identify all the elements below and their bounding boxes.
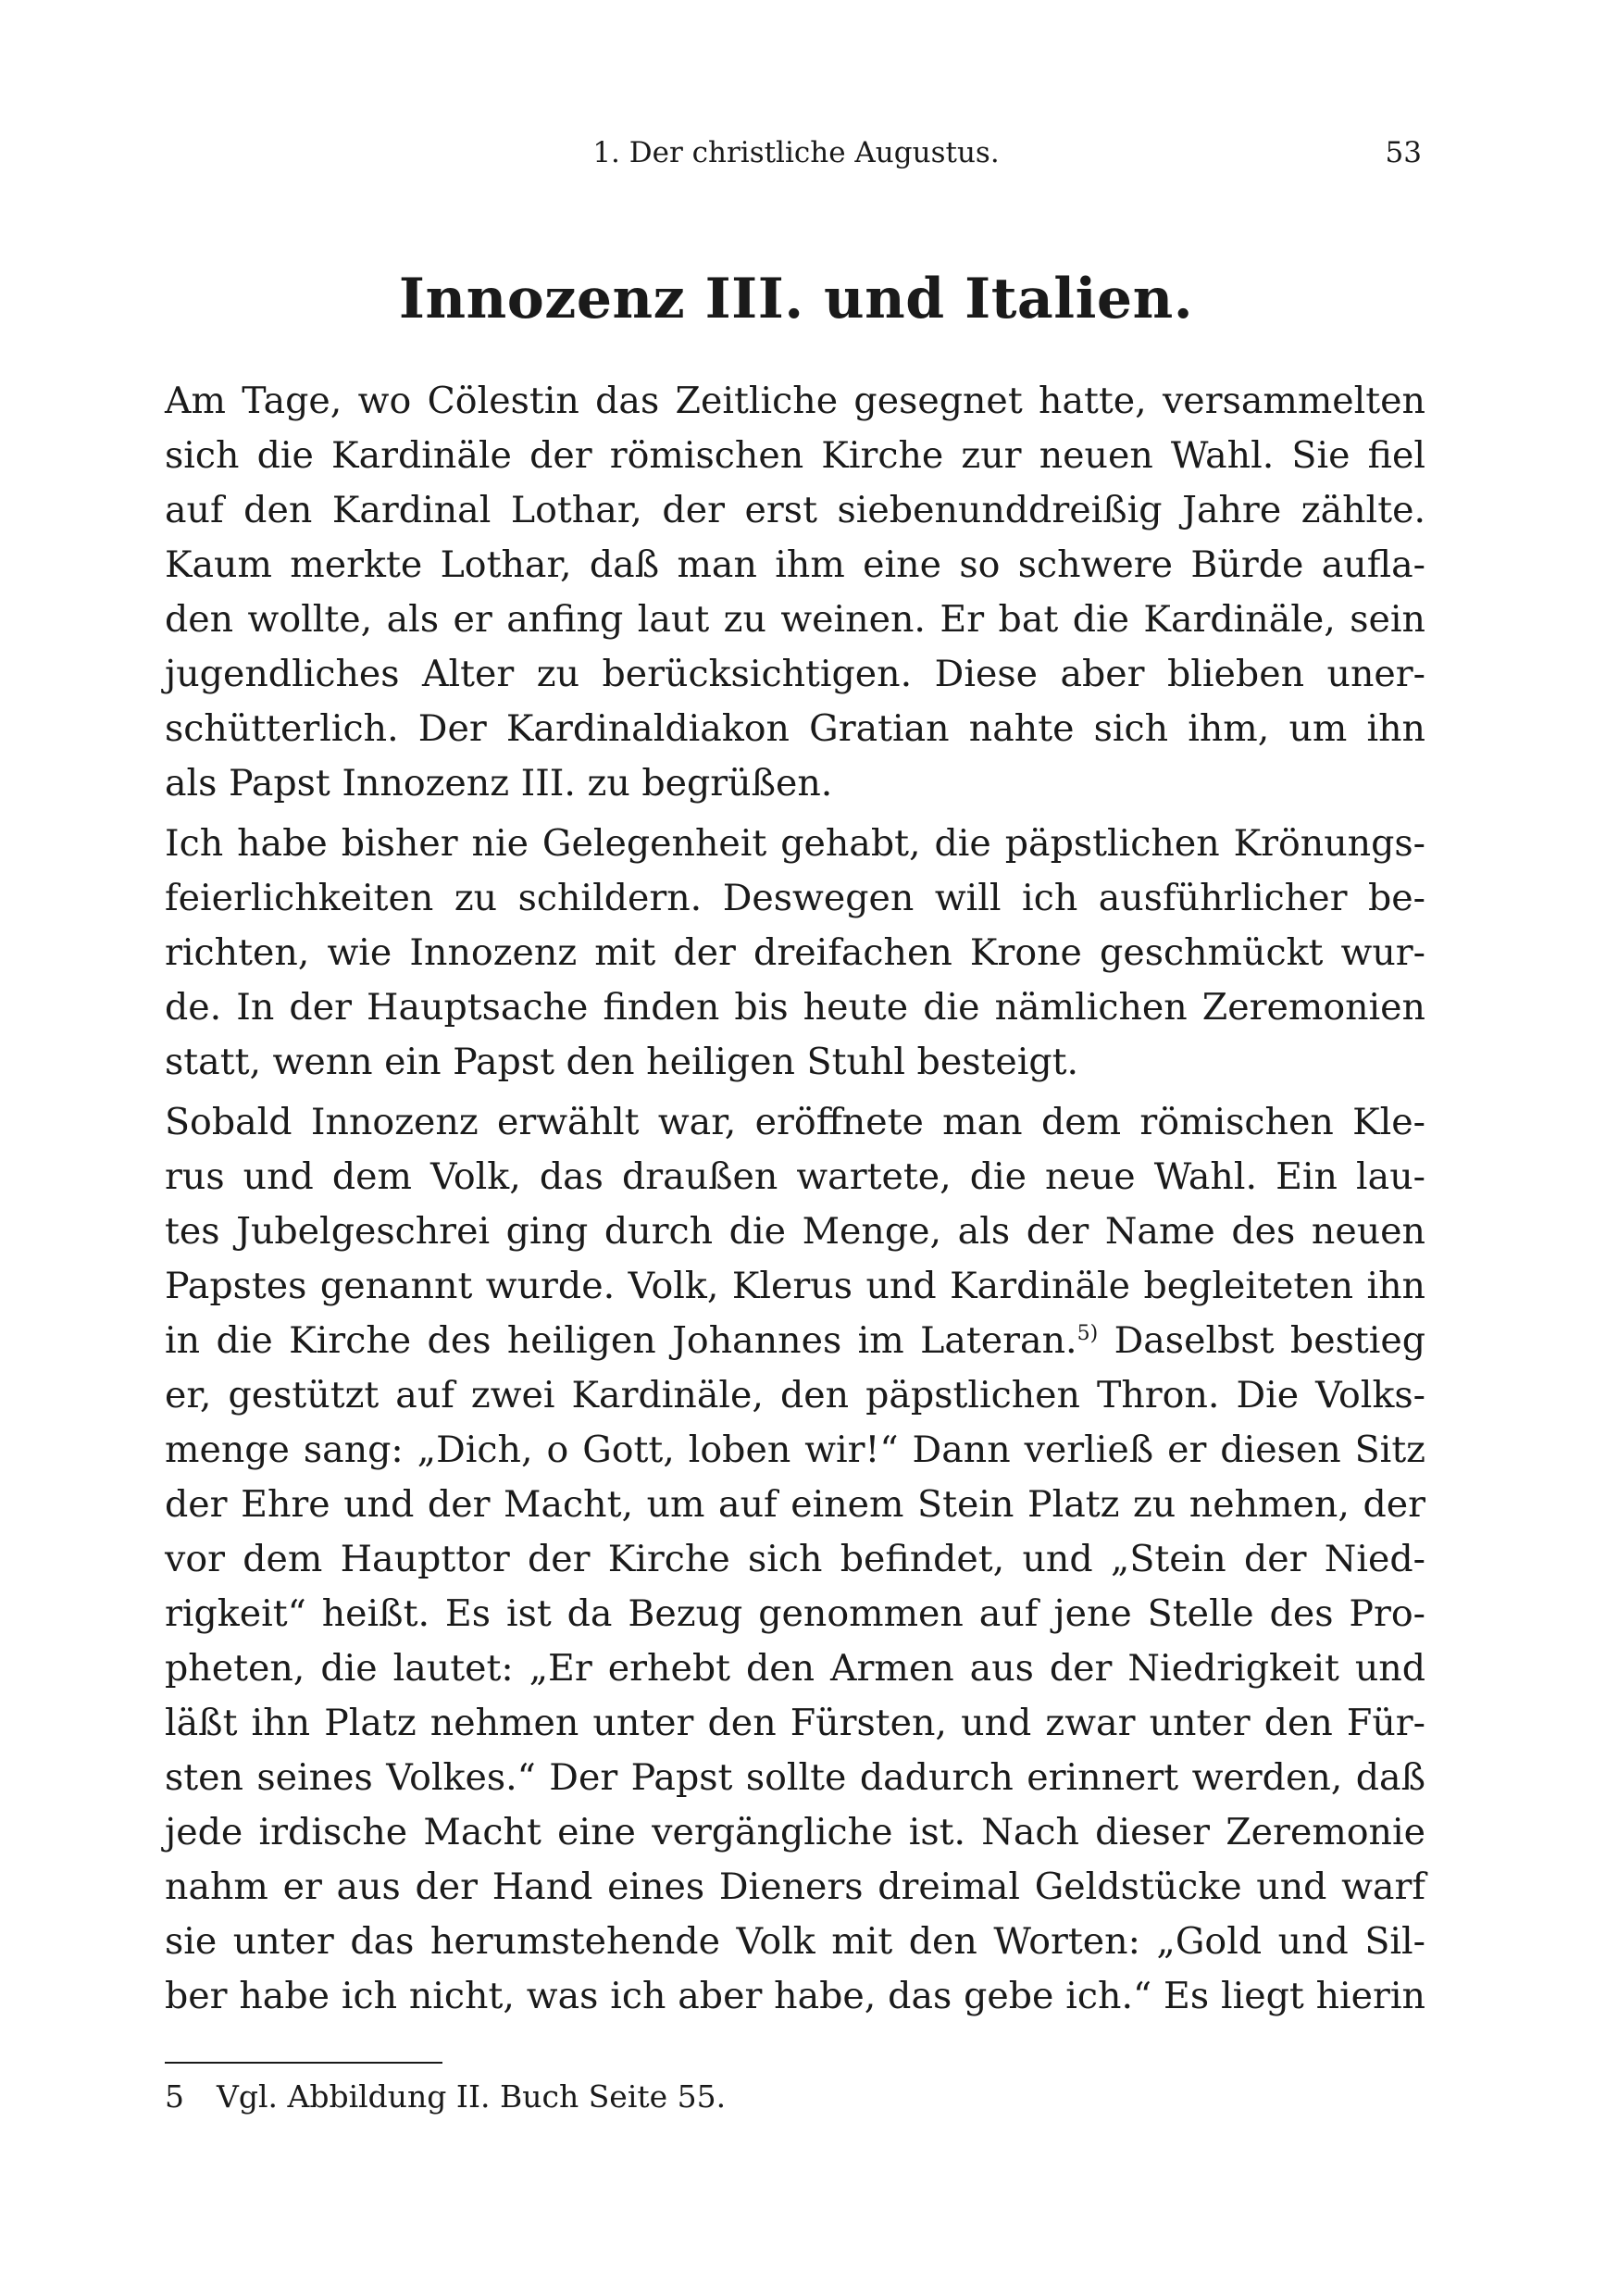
paragraph [165, 817, 1425, 1090]
text-line: de. In der Hauptsache finden bis heute die nämlichen Zeremonien [165, 986, 1425, 1029]
footnote-divider [165, 2062, 442, 2064]
text-line: er, gestützt auf zwei Kardinäle, den päpstlichen Thron. Die Volks- [165, 1374, 1425, 1416]
footnote-number: 5 [165, 2078, 184, 2115]
text-line: rus und dem Volk, das draußen wartete, die neue Wahl. Ein lau- [165, 1155, 1425, 1198]
text-line: Kaum merkte Lothar, daß man ihm eine so schwere Bürde aufla- [165, 543, 1425, 586]
text-line: schütterlich. Der Kardinaldiakon Gratian nahte sich ihm, um ihn [165, 707, 1425, 750]
text-line: auf den Kardinal Lothar, der erst siebenunddreißig Jahre zählte. [165, 489, 1425, 531]
page-number: 53 [1385, 136, 1422, 169]
text-line: der Ehre und der Macht, um auf einem Stein Platz zu nehmen, der [165, 1483, 1425, 1526]
running-head [0, 130, 1618, 176]
text-line: läßt ihn Platz nehmen unter den Fürsten, und zwar unter den Für- [165, 1702, 1425, 1744]
text-line: rigkeit“ heißt. Es ist da Bezug genommen auf jene Stelle des Pro- [165, 1592, 1425, 1635]
paragraph [165, 374, 1425, 811]
text-segment: in die Kirche des heiligen Johannes im Lateran. [165, 1319, 1077, 1362]
text-line [165, 1314, 1425, 1368]
footnote-text: Vgl. Abbildung II. Buch Seite 55. [217, 2078, 727, 2115]
text-line: als Papst Innozenz III. zu begrüßen. [165, 762, 833, 805]
text-line: nahm er aus der Hand eines Dieners dreimal Geldstücke und warf [165, 1866, 1425, 1908]
chapter-title: Innozenz III. und Italien. [398, 267, 1194, 331]
text-line: Sobald Innozenz erwählt war, eröffnete man dem römischen Kle- [165, 1101, 1425, 1143]
text-line: tes Jubelgeschrei ging durch die Menge, als der Name des neuen [165, 1210, 1425, 1253]
text-line: jede irdische Macht eine vergängliche ist. Nach dieser Zeremonie [165, 1811, 1425, 1853]
text-line: feierlichkeiten zu schildern. Deswegen will ich ausführlicher be- [165, 877, 1425, 919]
text-line: richten, wie Innozenz mit der dreifachen Krone geschmückt wur- [165, 931, 1425, 974]
running-title: 1. Der christliche Augustus. [592, 136, 1000, 169]
text-line: Ich habe bisher nie Gelegenheit gehabt, die päpstlichen Krönungs- [165, 822, 1425, 865]
text-line: pheten, die lautet: „Er erhebt den Armen aus der Niedrigkeit und [165, 1647, 1425, 1690]
text-line: sie unter das herumstehende Volk mit den Worten: „Gold und Sil- [165, 1920, 1425, 1963]
text-line: Papstes genannt wurde. Volk, Klerus und Kardinäle begleiteten ihn [165, 1265, 1425, 1307]
text-segment: Daselbst bestieg [1098, 1319, 1426, 1362]
text-line: sich die Kardinäle der römischen Kirche zur neuen Wahl. Sie fiel [165, 434, 1425, 477]
text-line: statt, wenn ein Papst den heiligen Stuhl besteigt. [165, 1041, 1079, 1083]
paragraph [165, 1095, 1425, 2024]
text-line: menge sang: „Dich, o Gott, loben wir!“ Dann verließ er diesen Sitz [165, 1429, 1425, 1471]
footnote-reference: 5) [1077, 1322, 1099, 1345]
footnote [165, 2074, 1425, 2120]
text-line: Am Tage, wo Cölestin das Zeitliche gesegnet hatte, versammelten [165, 380, 1425, 422]
text-line: jugendliches Alter zu berücksichtigen. Diese aber blieben uner- [165, 653, 1425, 695]
text-line: den wollte, als er anfing laut zu weinen. Er bat die Kardinäle, sein [165, 598, 1425, 641]
text-line: ber habe ich nicht, was ich aber habe, das gebe ich.“ Es liegt hierin [165, 1975, 1425, 2017]
text-line: sten seines Volkes.“ Der Papst sollte dadurch erinnert werden, daß [165, 1756, 1425, 1799]
text-line: vor dem Haupttor der Kirche sich befindet, und „Stein der Nied- [165, 1538, 1425, 1580]
body-text [165, 374, 1425, 2029]
